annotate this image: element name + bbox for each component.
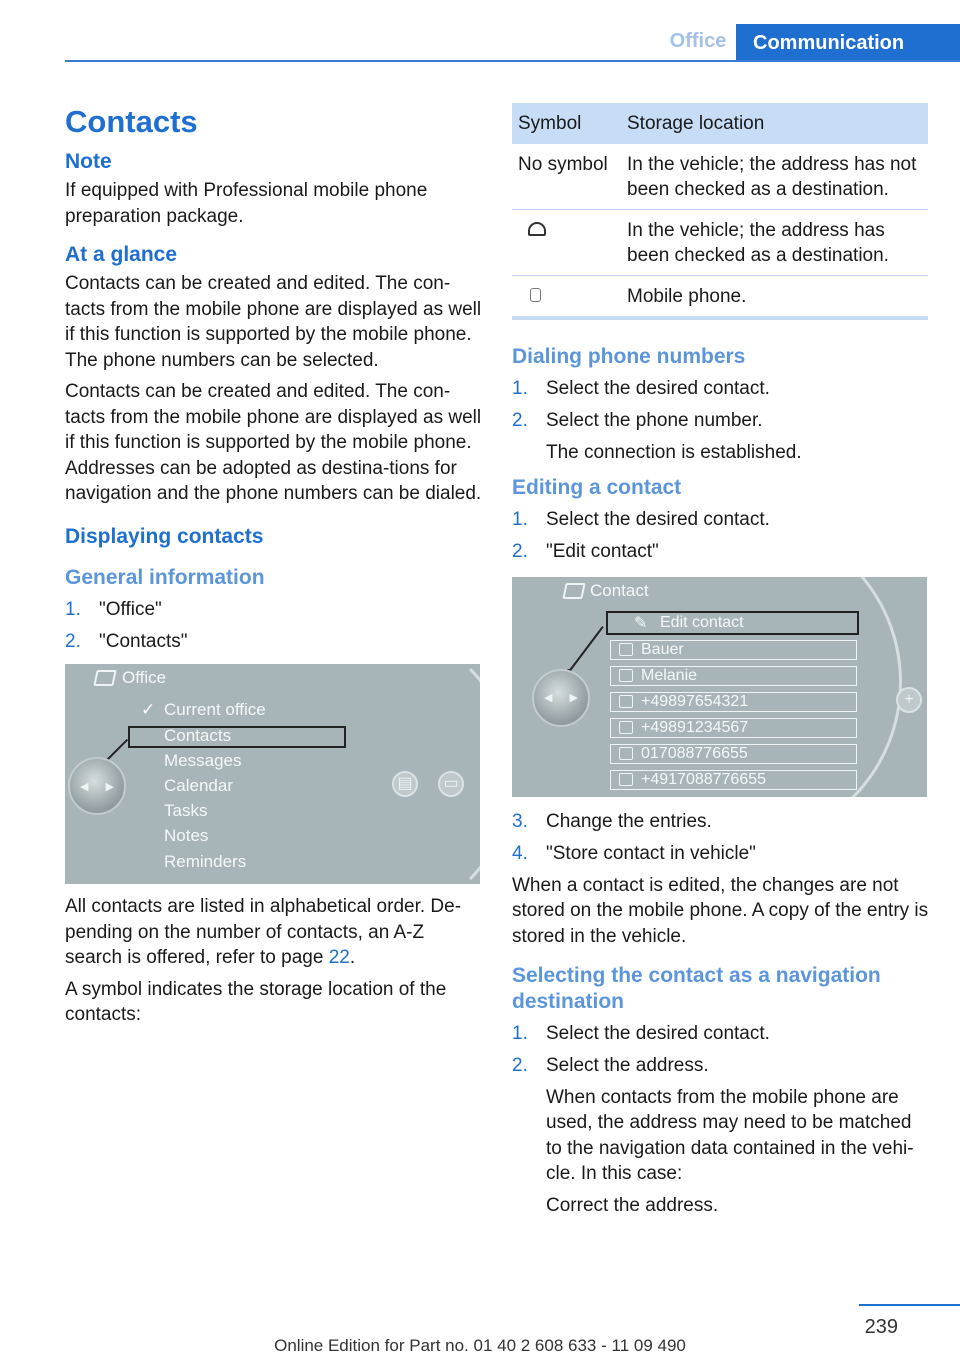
list-item — [65, 629, 482, 655]
symbol-paragraph: A symbol indicates the storage location of the contacts: — [65, 978, 447, 1025]
list-item — [512, 539, 929, 565]
step-text: Select the address. — [546, 1055, 709, 1076]
entry-text: Bauer — [641, 640, 684, 658]
entry-text: +49897654321 — [641, 692, 749, 710]
step-number: 1. — [512, 509, 528, 530]
step-number: 3. — [512, 810, 528, 832]
editing-steps-continued — [512, 809, 929, 867]
alpha-text-end: . — [349, 947, 356, 968]
navigation-heading: Selecting the contact as a navigation destination — [512, 964, 881, 1013]
header-rule — [65, 60, 960, 62]
table-row — [512, 144, 928, 210]
step-number: 2. — [65, 630, 81, 652]
list-item — [512, 809, 929, 835]
list-item — [65, 597, 482, 623]
right-column — [512, 103, 929, 1225]
step-number: 2. — [512, 410, 528, 431]
step-text: "Office" — [99, 598, 162, 620]
navigation-steps — [512, 1021, 929, 1218]
step-text: Select the desired contact. — [546, 1023, 770, 1044]
entry-text: 017088776655 — [641, 744, 748, 762]
edit-note: When a contact is edited, the changes are not stored on the mobile phone. A copy of the entry is stored in the vehicle. — [512, 874, 929, 947]
list-item — [512, 1053, 929, 1218]
office-menu-screenshot — [65, 664, 480, 884]
step-subtext: The connection is established. — [546, 441, 802, 463]
step-text: Select the phone number. — [546, 410, 763, 431]
displaying-heading: Displaying contacts — [65, 524, 264, 548]
step-number: 1. — [65, 598, 81, 620]
contact-icon — [562, 583, 585, 599]
list-item — [512, 376, 929, 402]
menu-item-tasks: Tasks — [164, 801, 208, 820]
menu-item-calendar: Calendar — [164, 776, 233, 795]
note-heading: Note — [65, 150, 112, 173]
step-number: 4. — [512, 842, 528, 864]
controller-knob — [68, 757, 126, 815]
glance-paragraph-2: Contacts can be created and edited. The con-tacts from the mobile phone are displayed as well if this function is supported by the mobile phone. Addresses can be adopted as destina-tions for navigation and the phone numbers can be dialed. — [65, 381, 482, 504]
card-icon: ▭ — [438, 771, 464, 797]
pencil-icon: ✎ — [634, 614, 648, 632]
entry-text: +4917088776655 — [641, 770, 767, 788]
header-section: Office — [669, 30, 727, 52]
table-cell-location: Mobile phone. — [621, 276, 928, 319]
page-title: Contacts — [65, 104, 198, 139]
table-row — [512, 276, 928, 319]
menu-item-notes: Notes — [164, 826, 209, 845]
list-item — [512, 507, 929, 533]
list-item — [512, 408, 929, 465]
screen-header: Contact — [590, 580, 649, 600]
entry-text: Melanie — [641, 666, 698, 684]
plus-icon: + — [896, 687, 922, 713]
list-item — [512, 1021, 929, 1047]
table-cell-location: In the vehicle; the address has been checked as a destination. — [621, 210, 928, 276]
step-number: 1. — [512, 378, 528, 399]
table-cell-location: In the vehicle; the address has not been checked as a destination. — [621, 144, 928, 210]
dialing-steps — [512, 376, 929, 465]
step-subtext-2: Correct the address. — [546, 1194, 719, 1216]
page-link[interactable]: 22 — [328, 947, 350, 968]
mobile-phone-icon — [530, 288, 541, 302]
menu-item-messages: Messages — [164, 751, 242, 770]
step-subtext: When contacts from the mobile phone are used, the address may need to be matched to the navigation data contained in the vehi-cle. In this case: — [546, 1086, 914, 1184]
table-cell-symbol — [512, 210, 621, 276]
list-item — [512, 841, 929, 867]
step-text: "Edit contact" — [546, 541, 659, 562]
notes-icon: ▤ — [392, 771, 418, 797]
editing-heading: Editing a contact — [512, 476, 682, 499]
step-text: "Store contact in vehicle" — [546, 842, 756, 864]
left-column — [65, 100, 482, 1028]
step-text: Select the desired contact. — [546, 378, 770, 399]
glance-paragraph-1: Contacts can be created and edited. The con-tacts from the mobile phone are displayed as well if this function is supported by the mobile phone. The phone numbers can be selected. — [65, 273, 482, 371]
office-icon — [93, 670, 116, 686]
header-chapter: Communication — [736, 24, 960, 62]
table-cell-symbol — [512, 276, 621, 319]
editing-steps — [512, 507, 929, 565]
menu-item-contacts: Contacts — [164, 726, 232, 745]
alpha-text: All contacts are listed in alphabetical order. De-pending on the number of contacts, an A-Z search is offered, refer to page — [65, 896, 462, 968]
step-text: Change the entries. — [546, 810, 712, 832]
check-icon: ✓ — [141, 700, 156, 719]
step-number: 2. — [512, 541, 528, 562]
table-row — [512, 210, 928, 276]
step-text: Select the desired contact. — [546, 509, 770, 530]
entry-text: +49891234567 — [641, 718, 749, 736]
table-cell-symbol: No symbol — [512, 144, 621, 210]
step-text: "Contacts" — [99, 630, 188, 652]
contact-edit-screenshot — [512, 577, 927, 797]
general-heading: General information — [65, 565, 265, 589]
knob-arrows-icon: ◀ ▶ — [80, 780, 114, 793]
screen-arc — [215, 664, 480, 884]
menu-item-current-office: Current office — [164, 700, 266, 719]
knob-arrows-icon: ◀ ▶ — [544, 692, 578, 704]
menu-item-reminders: Reminders — [164, 852, 247, 871]
step-number: 1. — [512, 1023, 528, 1044]
footer-edition: Online Edition for Part no. 01 40 2 608 633 - 11 09 490 — [274, 1336, 686, 1355]
screen-arc — [572, 577, 902, 797]
screen-header: Office — [122, 668, 167, 687]
footer-rule — [859, 1304, 960, 1306]
glance-heading: At a glance — [65, 243, 178, 266]
display-steps — [65, 597, 482, 655]
navigation-flag-icon — [528, 222, 546, 236]
alpha-paragraph — [65, 894, 482, 971]
edit-contact-label: Edit contact — [660, 613, 744, 631]
dialing-heading: Dialing phone numbers — [512, 345, 746, 368]
storage-table — [512, 103, 928, 320]
table-header-location: Storage location — [621, 103, 928, 144]
page-number: 239 — [864, 1316, 898, 1338]
step-number: 2. — [512, 1055, 528, 1076]
note-text: If equipped with Professional mobile phone preparation package. — [65, 180, 428, 227]
table-header-symbol: Symbol — [512, 103, 621, 144]
